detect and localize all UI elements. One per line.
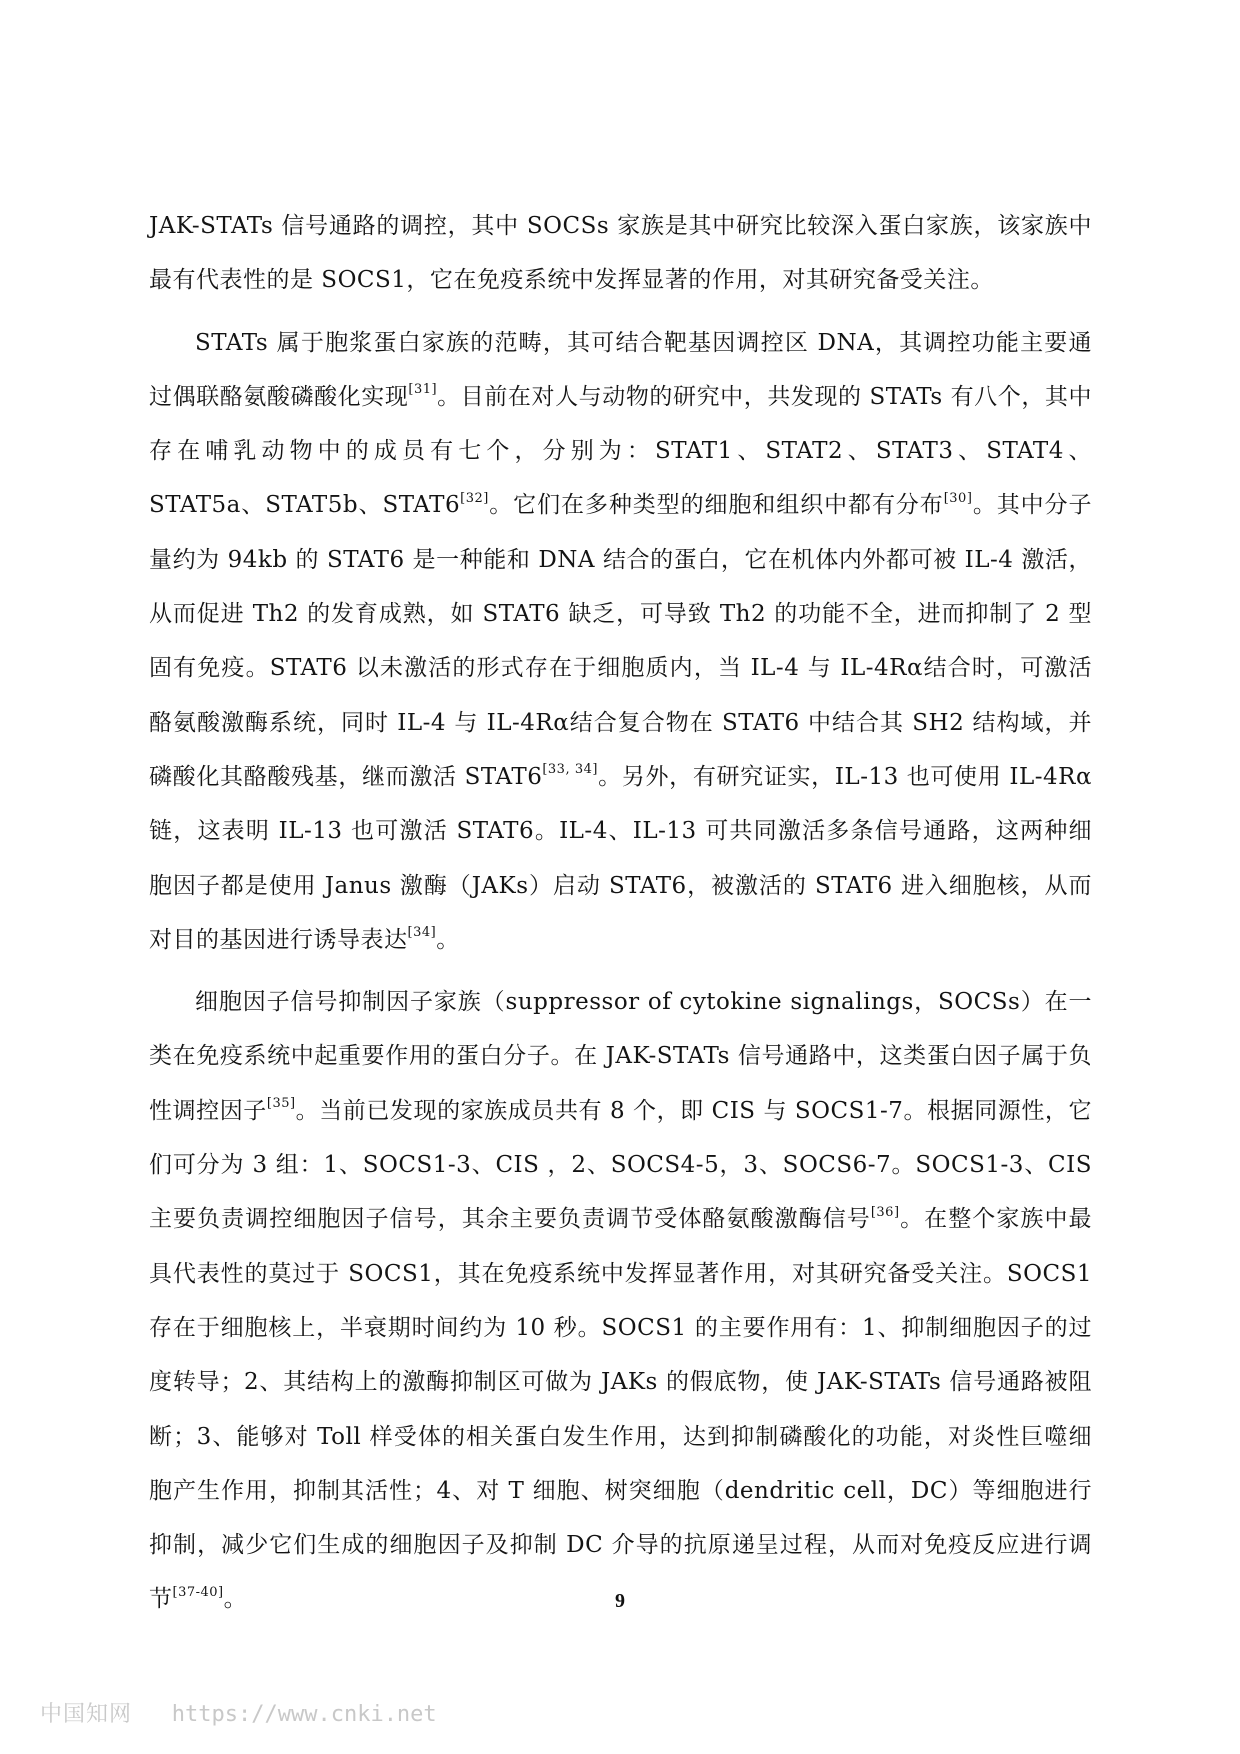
- body-text: [149, 199, 1092, 1627]
- text-run: 。: [436, 926, 460, 953]
- text-run: STATs 属于胞浆蛋白家族的范畴，其可结合靶基因调控区 DNA，其调控功能主要通过偶联酪氨酸磷酸化实现: [149, 329, 1092, 410]
- text-run: 。在整个家族中最具代表性的莫过于 SOCS1，其在免疫系统中发挥显著作用，对其研究备受关注。SOCS1 存在于细胞核上，半衰期时间约为 10 秒。SOCS1 的主要作用有：1、抑制细胞因子的过度转导；2、其结构上的激酶抑制区可做为 JAKs 的假底物，使 JAK-STATs 信号通路被阻断；3、能够对 Toll 样受体的相关蛋白发生作用，达到抑制磷酸化的功能，对炎性巨噬细胞产生作用，抑制其活性；4、对 T 细胞、树突细胞（dendritic cell，DC）等细胞进行抑制，减少它们生成的细胞因子及抑制 DC 介导的抗原递呈过程，从而对免疫反应进行调节: [149, 1206, 1093, 1613]
- text-run: 。当前已发现的家族成员共有 8 个，即 CIS 与 SOCS1-7。根据同源性，它们可分为 3 组：1、SOCS1-3、CIS ，2、SOCS4-5，3、SOCS6-7。SOCS1-3、CIS 主要负责调控细胞因子信号，其余主要负责调节受体酪氨酸激酶信号: [149, 1097, 1092, 1233]
- citation-superscript: [36]: [870, 1204, 900, 1220]
- text-run: 。其中分子量约为 94kb 的 STAT6 是一种能和 DNA 结合的蛋白，它在机体内外都可被 IL-4 激活，从而促进 Th2 的发育成熟，如 STAT6 缺乏，可导致 Th2 的功能不全，进而抑制了 2 型固有免疫。STAT6 以未激活的形式存在于细胞质内，当 IL-4 与 IL-4Rα结合时，可激活酪氨酸激酶系统，同时 IL-4 与 IL-4Rα结合复合物在 STAT6 中结合其 SH2 结构域，并磷酸化其酪酸残基，继而激活 STAT6: [149, 492, 1093, 790]
- text-run: 。: [223, 1586, 248, 1613]
- citation-superscript: [34]: [407, 925, 437, 941]
- text-run: 细胞因子信号抑制因子家族（suppressor of cytokine signalings，SOCSs）在一类在免疫系统中起重要作用的蛋白分子。在 JAK-STATs 信号通路中，这类蛋白因子属于负性调控因子: [149, 989, 1092, 1124]
- page-number: 9: [615, 1590, 625, 1612]
- paragraph-1: [149, 199, 1092, 308]
- citation-superscript: [33, 34]: [542, 762, 598, 778]
- citation-superscript: [35]: [266, 1096, 296, 1112]
- watermark-site-name: 中国知网: [40, 1702, 133, 1727]
- cnki-watermark: [40, 1697, 437, 1728]
- text-run: 。它们在多种类型的细胞和组织中都有分布: [488, 492, 944, 519]
- paragraph-2: [149, 316, 1092, 968]
- watermark-url: https://www.cnki.net: [171, 1702, 437, 1727]
- text-run: 。目前在对人与动物的研究中，共发现的 STATs 有八个，其中存在哺乳动物中的成员有七个，分别为：STAT1、STAT2、STAT3、STAT4、STAT5a、STAT5b、STAT6: [149, 383, 1092, 519]
- citation-superscript: [30]: [943, 490, 973, 506]
- text-run: 。另外，有研究证实，IL-13 也可使用 IL-4Rα链，这表明 IL-13 也可激活 STAT6。IL-4、IL-13 可共同激活多条信号通路，这两种细胞因子都是使用 Janus 激酶（JAKs）启动 STAT6，被激活的 STAT6 进入细胞核，从而对目的基因进行诱导表达: [149, 763, 1092, 953]
- citation-superscript: [37-40]: [172, 1584, 224, 1600]
- paragraph-3: [149, 975, 1092, 1627]
- text-run: JAK-STATs 信号通路的调控，其中 SOCSs 家族是其中研究比较深入蛋白家族，该家族中最有代表性的是 SOCS1，它在免疫系统中发挥显著的作用，对其研究备受关注。: [149, 213, 1092, 294]
- citation-superscript: [31]: [408, 382, 438, 398]
- citation-superscript: [32]: [460, 490, 489, 506]
